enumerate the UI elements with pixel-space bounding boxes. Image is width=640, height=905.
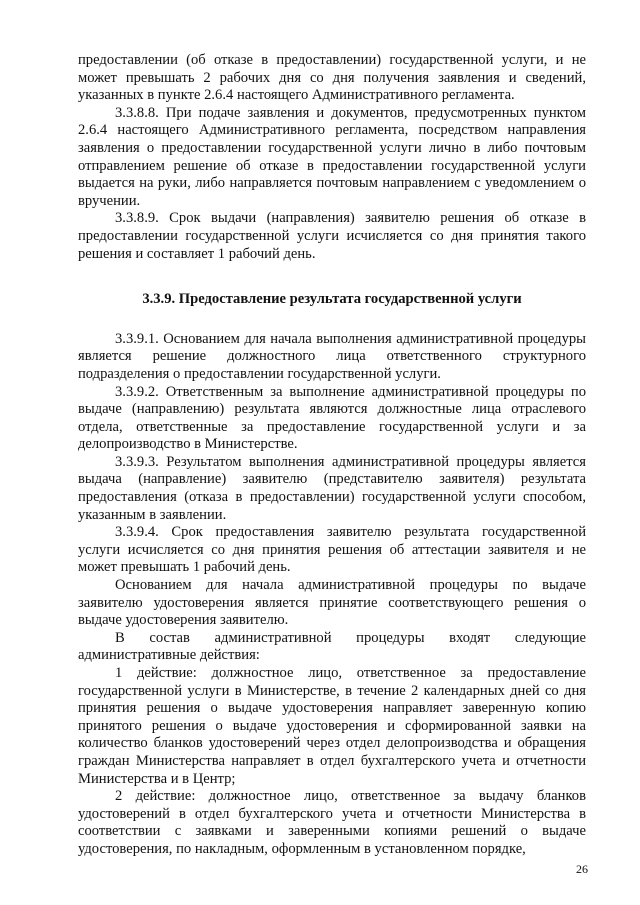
paragraph-action-2: 2 действие: должностное лицо, ответственное за выдачу бланков удостоверений в отдел бухгалтерского учета и отчетности Министерства в соответствии с заявками и заверенными копиями решений о выдаче удостоверения, по накладным, оформленным в установленном порядке, — [78, 788, 586, 857]
paragraph-3-3-8-9: 3.3.8.9. Срок выдачи (направления) заявителю решения об отказе в предоставлении государственной услуги исчисляется со дня принятия такого решения и составляет 1 рабочий день. — [78, 210, 586, 262]
paragraph-3-3-9-1: 3.3.9.1. Основанием для начала выполнения административной процедуры является решение должностного лица ответственного структурного подразделения о предоставлении государственной услуги. — [78, 330, 586, 382]
section-heading: 3.3.9. Предоставление результата государственной услуги — [142, 291, 522, 308]
paragraph-3-3-9-3: 3.3.9.3. Результатом выполнения административной процедуры является выдача (направление) заявителю (представителю заявителя) результата предоставления (отказа в предоставлении) государственной услуги способом, указанным в заявлении. — [78, 453, 586, 523]
paragraph-basis: Основанием для начала административной процедуры по выдаче заявителю удостоверения является принятие соответствующего решения о выдаче удостоверения заявителю. — [78, 577, 586, 629]
paragraph-composition: В состав административной процедуры входят следующие административные действия: — [78, 629, 586, 664]
paragraph-3-3-9-4: 3.3.9.4. Срок предоставления заявителю результата государственной услуги исчисляется со дня принятия решения об аттестации заявителя и не может превышать 1 рабочий день. — [78, 524, 586, 576]
paragraph-3-3-9-2: 3.3.9.2. Ответственным за выполнение административной процедуры по выдаче (направлению) результата являются должностные лица отраслевого отдела, ответственные за предоставление государственной услуги и за делопроизводство в Министерстве. — [78, 383, 586, 453]
page-number: 26 — [576, 862, 588, 876]
paragraph-continuation: предоставлении (об отказе в предоставлении) государственной услуги, и не может превышать 2 рабочих дня со дня получения заявления и сведений, указанных в пункте 2.6.4 настоящего Административного регламента. — [78, 52, 586, 104]
paragraph-3-3-8-8: 3.3.8.8. При подаче заявления и документов, предусмотренных пунктом 2.6.4 настоящего Административного регламента, посредством направления заявления о предоставлении государственной услуги лично в либо почтовым отправлением решение об отказе в предоставлении государственной услуги выдается на руки, либо направляется почтовым направлением с уведомлением о вручении. — [78, 104, 586, 209]
paragraph-action-1: 1 действие: должностное лицо, ответственное за предоставление государственной услуги в Министерстве, в течение 2 календарных дней со дня принятия решения о выдаче удостоверения направляет заверенную копию принятого решения о выдаче удостоверения и сформированной заявки на количество бланков удостоверений через отдел делопроизводства и обращения граждан Министерства направляет в отдел бухгалтерского учета и отчетности Министерства и в Центр; — [78, 665, 586, 787]
